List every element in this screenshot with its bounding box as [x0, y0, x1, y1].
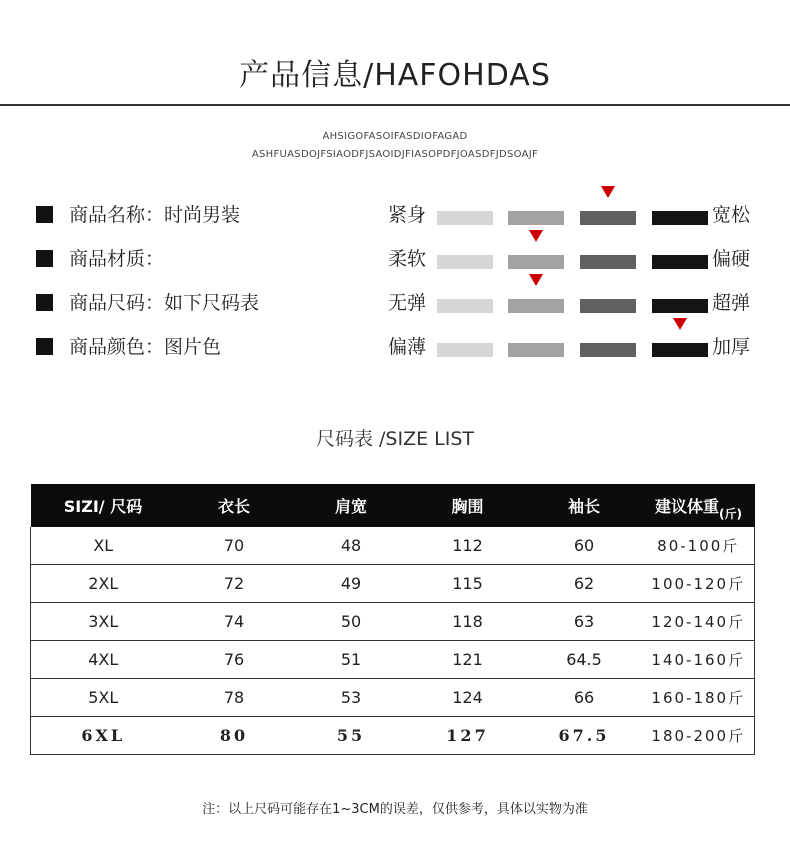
table-cell: 60 [526, 527, 643, 565]
scale-segment-1 [437, 211, 493, 225]
scale-segment-3 [580, 255, 636, 269]
table-cell: 74 [176, 603, 293, 641]
table-cell: 62 [526, 565, 643, 603]
table-row [31, 603, 755, 641]
table-cell: 3XL [31, 603, 176, 641]
square-bullet-icon [36, 250, 53, 267]
scale-right-label: 超弹 [712, 292, 751, 314]
table-cell: 80 [176, 717, 293, 755]
scale-segment-1 [437, 299, 493, 313]
scale-segment-2 [508, 211, 564, 225]
scale-segment-2 [508, 343, 564, 357]
scale-segment-2 [508, 255, 564, 269]
scale-right-label: 宽松 [712, 204, 751, 226]
scale-segment-3 [580, 299, 636, 313]
scale-segment-4 [652, 255, 708, 269]
table-cell: 6XL [31, 717, 176, 755]
column-header: 建议体重 [655, 497, 720, 516]
table-header-row [31, 484, 755, 527]
size-chart-title: 尺码表 /SIZE LIST [315, 428, 475, 450]
column-header: 胸围 [410, 484, 526, 527]
table-cell: 67.5 [526, 717, 643, 755]
column-header: 肩宽 [293, 484, 410, 527]
table-cell: 140-160斤 [643, 641, 755, 679]
table-row [31, 527, 755, 565]
table-row [31, 565, 755, 603]
table-cell: 120-140斤 [643, 603, 755, 641]
title-divider [0, 104, 790, 106]
weight-unit: (斤) [719, 507, 742, 521]
thickness-scale [388, 332, 768, 362]
scale-segment-4 [652, 211, 708, 225]
table-cell: 112 [410, 527, 526, 565]
table-cell: 70 [176, 527, 293, 565]
scale-segment-4 [652, 343, 708, 357]
selected-marker-icon [673, 318, 687, 330]
table-cell: 4XL [31, 641, 176, 679]
scale-right-label: 加厚 [712, 336, 751, 358]
scale-left-label: 紧身 [388, 204, 427, 226]
page-title: 产品信息/HAFOHDAS [239, 58, 551, 93]
table-cell: 53 [293, 679, 410, 717]
table-cell: 160-180斤 [643, 679, 755, 717]
table-cell: 55 [293, 717, 410, 755]
table-cell: 124 [410, 679, 526, 717]
square-bullet-icon [36, 294, 53, 311]
table-row [31, 717, 755, 755]
info-label: 商品材质： [69, 248, 165, 270]
table-cell: 48 [293, 527, 410, 565]
column-header: 衣长 [176, 484, 293, 527]
table-cell: 115 [410, 565, 526, 603]
table-cell: 63 [526, 603, 643, 641]
scale-segment-1 [437, 343, 493, 357]
square-bullet-icon [36, 338, 53, 355]
scale-segment-3 [580, 343, 636, 357]
table-cell: 76 [176, 641, 293, 679]
decorative-subtitle-1: AHSIGOFASOIFASDIOFAGAD [322, 131, 468, 142]
info-label: 商品名称：时尚男装 [69, 204, 241, 226]
column-header: SIZI/ 尺码 [31, 484, 176, 527]
table-cell: 127 [410, 717, 526, 755]
size-chart-table [30, 484, 755, 755]
square-bullet-icon [36, 206, 53, 223]
table-cell: 5XL [31, 679, 176, 717]
elasticity-scale [388, 288, 768, 318]
table-cell: XL [31, 527, 176, 565]
table-row [31, 641, 755, 679]
decorative-subtitle-2: ASHFUASDOJFSIAODFJSAOIDJFIASOPDFJOASDFJDSOAJF [251, 149, 539, 160]
table-cell: 50 [293, 603, 410, 641]
info-label: 商品尺码：如下尺码表 [69, 292, 260, 314]
selected-marker-icon [529, 230, 543, 242]
selected-marker-icon [601, 186, 615, 198]
scale-segment-2 [508, 299, 564, 313]
table-cell: 72 [176, 565, 293, 603]
selected-marker-icon [529, 274, 543, 286]
table-cell: 118 [410, 603, 526, 641]
table-cell: 78 [176, 679, 293, 717]
table-cell: 51 [293, 641, 410, 679]
scale-left-label: 柔软 [388, 248, 427, 270]
column-header-weight [643, 484, 755, 527]
scale-left-label: 无弹 [388, 292, 427, 314]
table-cell: 2XL [31, 565, 176, 603]
table-cell: 100-120斤 [643, 565, 755, 603]
scale-segment-3 [580, 211, 636, 225]
scale-segment-4 [652, 299, 708, 313]
scale-right-label: 偏硬 [712, 248, 751, 270]
table-cell: 66 [526, 679, 643, 717]
table-cell: 180-200斤 [643, 717, 755, 755]
table-row [31, 679, 755, 717]
table-cell: 80-100斤 [643, 527, 755, 565]
softness-scale [388, 244, 768, 274]
table-cell: 121 [410, 641, 526, 679]
table-cell: 49 [293, 565, 410, 603]
column-header: 袖长 [526, 484, 643, 527]
scale-left-label: 偏薄 [388, 336, 427, 358]
info-label: 商品颜色：图片色 [69, 336, 222, 358]
footnote: 注：以上尺码可能存在1~3CM的误差，仅供参考，具体以实物为准 [202, 802, 588, 817]
table-cell: 64.5 [526, 641, 643, 679]
scale-segment-1 [437, 255, 493, 269]
fit-scale [388, 200, 768, 230]
